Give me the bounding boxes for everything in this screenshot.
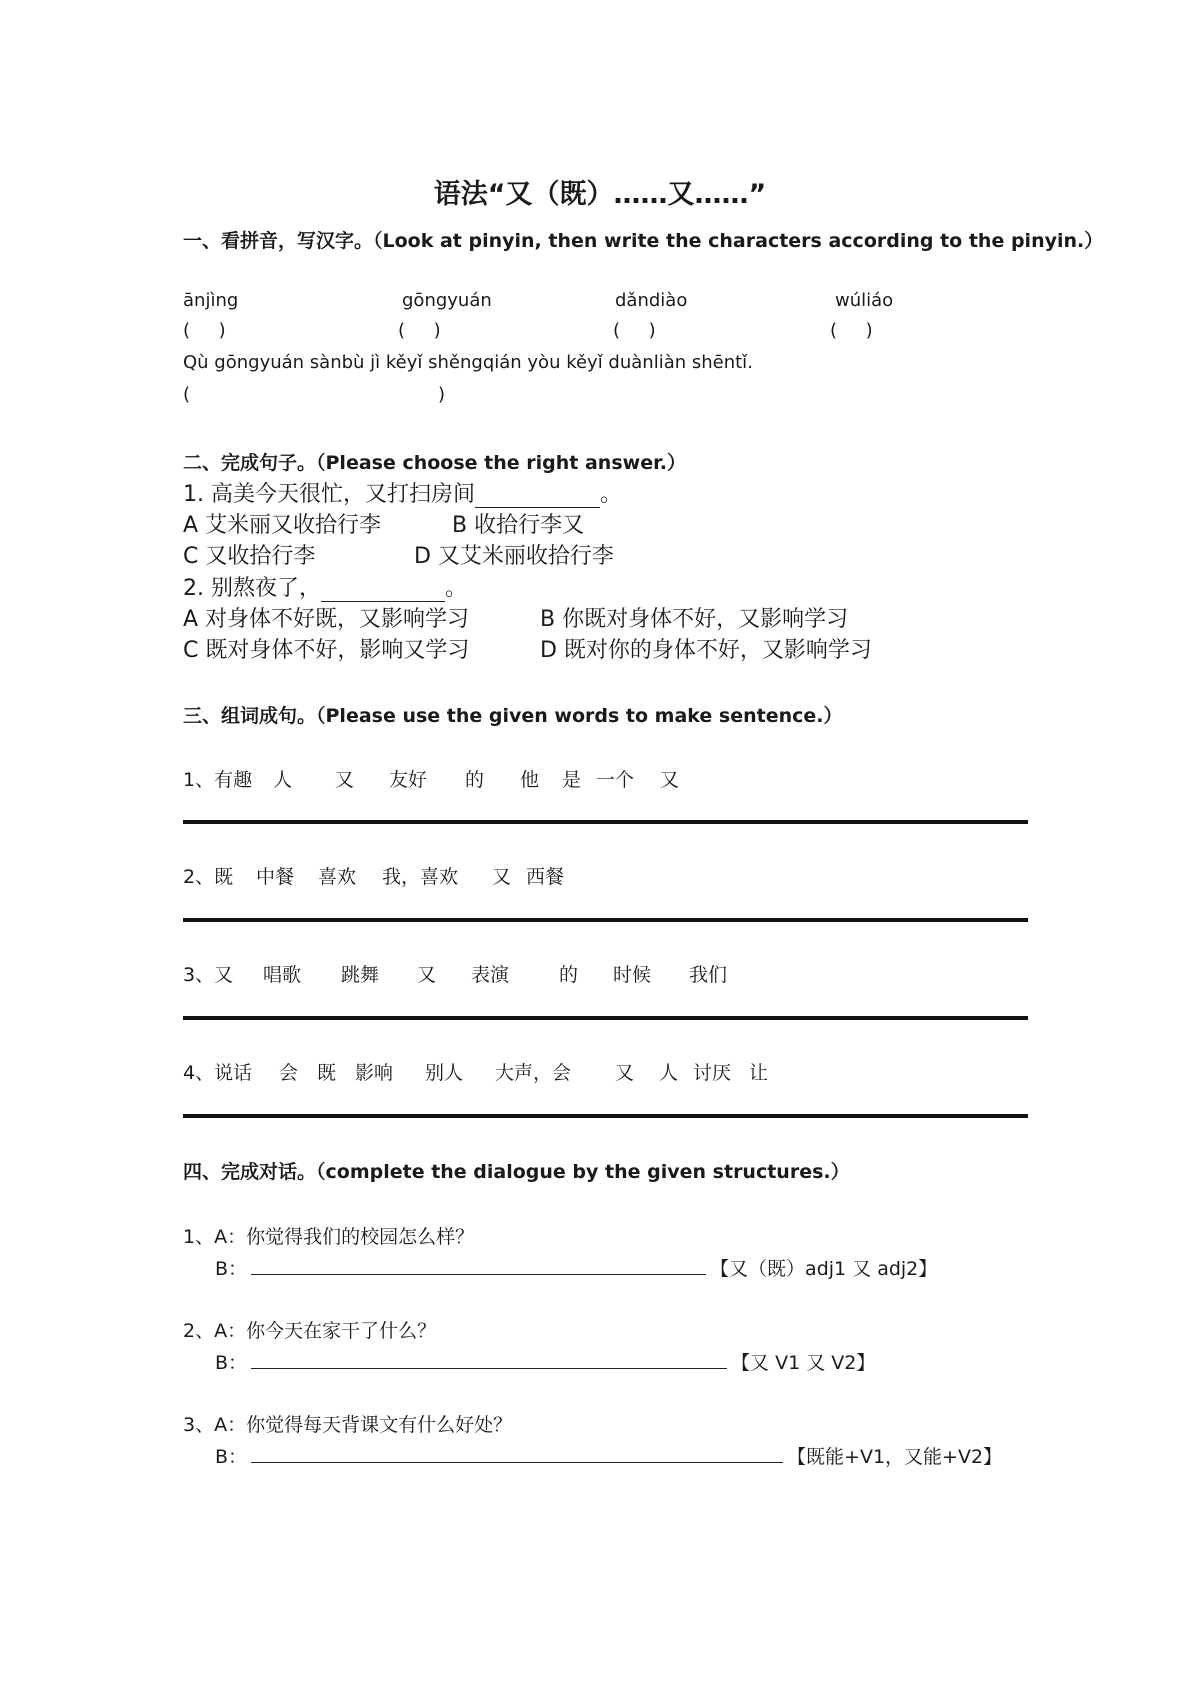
dialogue-3-hint: 【既能+V1，又能+V2】 (787, 1446, 1003, 1468)
dialogue-1-answer-line[interactable] (251, 1256, 706, 1275)
answer-paren-3[interactable]: ( ) (613, 320, 656, 341)
question-1-blank[interactable] (475, 482, 600, 508)
dialogue-1-b-label: B： (215, 1258, 248, 1280)
section2-heading: 二、完成句子。（Please choose the right answer.） (183, 452, 686, 474)
dialogue-3-answer-line[interactable] (251, 1444, 783, 1463)
q1-option-c[interactable]: C 又收拾行李 (183, 544, 316, 569)
word: 大声，会 (495, 1062, 572, 1084)
sentence-paren-open[interactable]: ( (183, 384, 191, 405)
word: 的 (559, 964, 579, 986)
word: 人 (273, 769, 293, 791)
word: 人 (659, 1062, 679, 1084)
word: 又 (615, 1062, 635, 1084)
pinyin-3: dǎndiào (615, 290, 688, 311)
dialogue-2-b-label: B： (215, 1352, 248, 1374)
dialogue-1-hint: 【又（既）adj1 又 adj2】 (710, 1258, 938, 1280)
question-1-text: 1. 高美今天很忙，又打扫房间 (183, 482, 475, 507)
dialogue-3-b (215, 1442, 1002, 1469)
question-2-end: 。 (444, 576, 467, 601)
answer-paren-2[interactable]: ( ) (398, 320, 441, 341)
word-set-2 (183, 862, 564, 889)
q1-option-d[interactable]: D 又艾米丽收拾行李 (414, 544, 614, 569)
word: 既 (317, 1062, 337, 1084)
word: 中餐 (256, 866, 295, 888)
question-2-blank[interactable] (321, 576, 445, 602)
word: 他 (520, 769, 540, 791)
word-set-3 (183, 960, 727, 987)
word: 1、有趣 (183, 769, 253, 791)
question-1 (183, 477, 622, 508)
question-1-end: 。 (599, 482, 622, 507)
q1-option-b[interactable]: B 收拾行李又 (452, 513, 585, 538)
dialogue-2-answer-line[interactable] (251, 1350, 727, 1369)
pinyin-4: wúliáo (835, 290, 894, 311)
q2-option-b[interactable]: B 你既对身体不好，又影响学习 (540, 607, 849, 632)
answer-paren-1[interactable]: ( ) (183, 320, 226, 341)
word: 时候 (613, 964, 652, 986)
section3-heading: 三、组词成句。（Please use the given words to make sentence.） (183, 705, 843, 727)
word: 2、既 (183, 866, 234, 888)
question-2 (183, 571, 467, 602)
word-set-4 (183, 1058, 768, 1085)
pinyin-1: ānjìng (183, 290, 239, 311)
question-2-text: 2. 别熬夜了， (183, 576, 321, 601)
word: 的 (465, 769, 485, 791)
word: 4、说话 (183, 1062, 253, 1084)
answer-line-2[interactable] (183, 918, 1028, 922)
q2-option-d[interactable]: D 既对你的身体不好，又影响学习 (540, 638, 872, 663)
answer-line-3[interactable] (183, 1016, 1028, 1020)
word: 影响 (355, 1062, 394, 1084)
word: 别人 (425, 1062, 464, 1084)
word: 又 (660, 769, 680, 791)
dialogue-1-a: 1、A：你觉得我们的校园怎么样？ (183, 1226, 475, 1248)
word: 喜欢 (318, 866, 357, 888)
answer-paren-4[interactable]: ( ) (830, 320, 873, 341)
word-set-1 (183, 765, 679, 792)
answer-line-1[interactable] (183, 820, 1028, 824)
word: 表演 (471, 964, 510, 986)
pinyin-2: gōngyuán (402, 290, 492, 311)
word: 会 (279, 1062, 299, 1084)
q2-option-c[interactable]: C 既对身体不好，影响又学习 (183, 638, 470, 663)
q2-option-a[interactable]: A 对身体不好既，又影响学习 (183, 607, 470, 632)
word: 我们 (689, 964, 728, 986)
sentence-paren-close[interactable]: ) (438, 384, 446, 405)
dialogue-2-hint: 【又 V1 又 V2】 (731, 1352, 876, 1374)
word: 又 (492, 866, 512, 888)
word: 跳舞 (341, 964, 380, 986)
word: 让 (749, 1062, 769, 1084)
word: 唱歌 (263, 964, 302, 986)
word: 又 (335, 769, 355, 791)
dialogue-2-b (215, 1348, 875, 1375)
word: 友好 (389, 769, 428, 791)
word: 西餐 (526, 866, 565, 888)
word: 是 (562, 769, 582, 791)
word: 讨厌 (693, 1062, 732, 1084)
section4-heading: 四、完成对话。（complete the dialogue by the given structures.） (183, 1161, 850, 1183)
word: 我，喜欢 (382, 866, 459, 888)
word: 一个 (596, 769, 635, 791)
q1-option-a[interactable]: A 艾米丽又收拾行李 (183, 513, 382, 538)
word: 3、又 (183, 964, 234, 986)
answer-line-4[interactable] (183, 1114, 1028, 1118)
section1-heading: 一、看拼音，写汉字。（Look at pinyin, then write the characters according to the pinyin.） (183, 230, 1104, 252)
pinyin-sentence: Qù gōngyuán sànbù jì kěyǐ shěngqián yòu kěyǐ duànliàn shēntǐ. (183, 352, 753, 373)
word: 又 (417, 964, 437, 986)
dialogue-3-a: 3、A：你觉得每天背课文有什么好处？ (183, 1414, 513, 1436)
page-title: 语法“又（既）……又……” (433, 179, 767, 210)
dialogue-3-b-label: B： (215, 1446, 248, 1468)
dialogue-2-a: 2、A：你今天在家干了什么？ (183, 1320, 437, 1342)
dialogue-1-b (215, 1254, 937, 1281)
